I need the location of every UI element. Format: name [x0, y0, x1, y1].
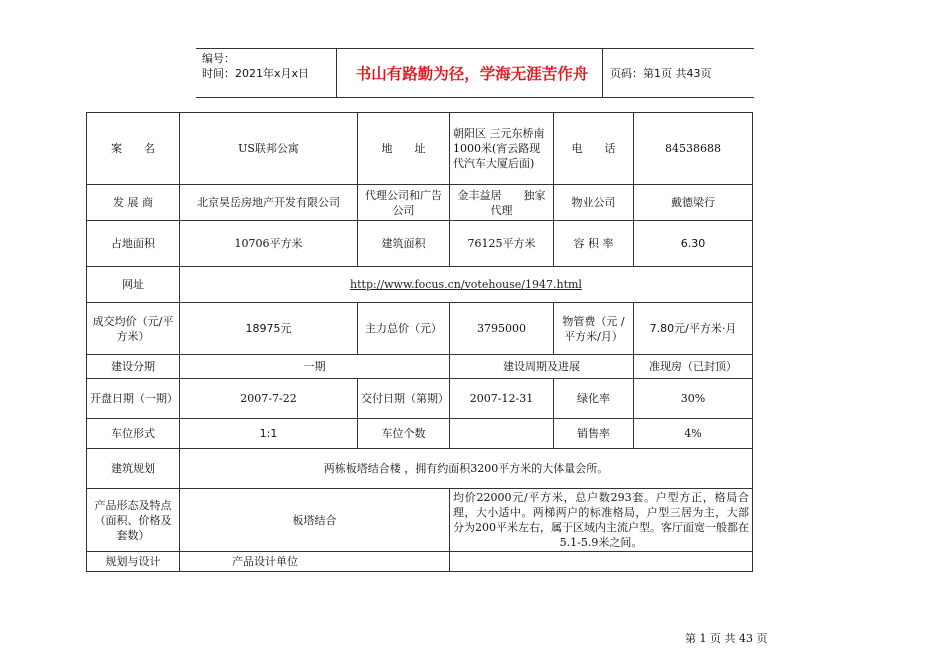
plan-label: 建筑规划	[87, 449, 180, 489]
address-label: 地 址	[358, 113, 450, 185]
product-form: 板塔结合	[180, 489, 450, 552]
parking-count-label: 车位个数	[358, 419, 450, 449]
phone-label: 电 话	[554, 113, 634, 185]
avg-price-label: 成交均价（元/平方米）	[87, 303, 180, 355]
open-date-label: 开盘日期（一期）	[87, 379, 180, 419]
design-unit-value	[450, 552, 753, 572]
table-row	[87, 113, 753, 185]
phone-value: 84538688	[634, 113, 753, 185]
land-value: 10706平方米	[180, 221, 358, 267]
design-unit-label: 产品设计单位	[180, 552, 450, 572]
total-price-label: 主力总价（元）	[358, 303, 450, 355]
table-row	[87, 303, 753, 355]
page-header	[196, 48, 754, 98]
product-label: 产品形态及特点（面积、价格及套数）	[87, 489, 180, 552]
open-date-value: 2007-7-22	[180, 379, 358, 419]
mgmt-fee-label: 物管费（元 /平方米/月）	[554, 303, 634, 355]
header-divider	[336, 49, 337, 97]
plan-value: 两栋板塔结合楼 ，拥有约面积3200平方米的大体量会所。	[180, 449, 753, 489]
table-row	[87, 267, 753, 303]
case-label: 案 名	[87, 113, 180, 185]
developer-value: 北京昊岳房地产开发有限公司	[180, 185, 358, 221]
product-description: 均价22000元/平方米，总户数293套。户型方正，格局合理，大小适中。两梯两户的标准格局，户型三居为主，大部分为200平米左右，属于区域内主流户型。客厅面宽一般都在5.1-5.9米之间。	[450, 489, 753, 552]
website-link[interactable]: http://www.focus.cn/votehouse/1947.html	[350, 278, 582, 291]
address-value: 朝阳区 三元东桥南1000米(宵云路现代汽车大厦后面)	[450, 113, 554, 185]
table-row	[87, 449, 753, 489]
agent-value: 金丰益居 独家代理	[450, 185, 554, 221]
sales-rate-label: 销售率	[554, 419, 634, 449]
time-label: 时间：2021年x月x日	[202, 67, 310, 80]
building-area-value: 76125平方米	[450, 221, 554, 267]
delivery-label: 交付日期（第期）	[358, 379, 450, 419]
property-info-table	[86, 112, 753, 572]
header-meta	[202, 51, 309, 81]
building-area-label: 建筑面积	[358, 221, 450, 267]
parking-label: 车位形式	[87, 419, 180, 449]
table-row	[87, 355, 753, 379]
header-divider	[602, 49, 603, 97]
table-row	[87, 221, 753, 267]
table-row	[87, 489, 753, 552]
website-cell	[180, 267, 753, 303]
website-label: 网址	[87, 267, 180, 303]
land-label: 占地面积	[87, 221, 180, 267]
avg-price-value: 18975元	[180, 303, 358, 355]
mgmt-fee-value: 7.80元/平方米·月	[634, 303, 753, 355]
property-label: 物业公司	[554, 185, 634, 221]
table-row	[87, 379, 753, 419]
sales-rate-value: 4%	[634, 419, 753, 449]
number-label: 编号：	[202, 52, 235, 65]
cycle-label: 建设周期及进展	[450, 355, 634, 379]
agent-label: 代理公司和广告公司	[358, 185, 450, 221]
phase-value: 一期	[180, 355, 450, 379]
plot-ratio-label: 容 积 率	[554, 221, 634, 267]
table-row	[87, 419, 753, 449]
delivery-value: 2007-12-31	[450, 379, 554, 419]
total-price-value: 3795000	[450, 303, 554, 355]
green-value: 30%	[634, 379, 753, 419]
header-motto: 书山有路勤为径，学海无涯苦作舟	[355, 65, 589, 83]
green-label: 绿化率	[554, 379, 634, 419]
header-page-number: 页码：第1页 共43页	[610, 67, 712, 80]
page-footer: 第 1 页 共 43 页	[685, 632, 768, 645]
parking-value: 1:1	[180, 419, 358, 449]
phase-label: 建设分期	[87, 355, 180, 379]
plot-ratio-value: 6.30	[634, 221, 753, 267]
developer-label: 发 展 商	[87, 185, 180, 221]
table-row	[87, 552, 753, 572]
parking-count-value	[450, 419, 554, 449]
cycle-value: 准现房（已封顶）	[634, 355, 753, 379]
case-value: US联邦公寓	[180, 113, 358, 185]
table-row	[87, 185, 753, 221]
design-label: 规划与设计	[87, 552, 180, 572]
property-value: 戴德梁行	[634, 185, 753, 221]
